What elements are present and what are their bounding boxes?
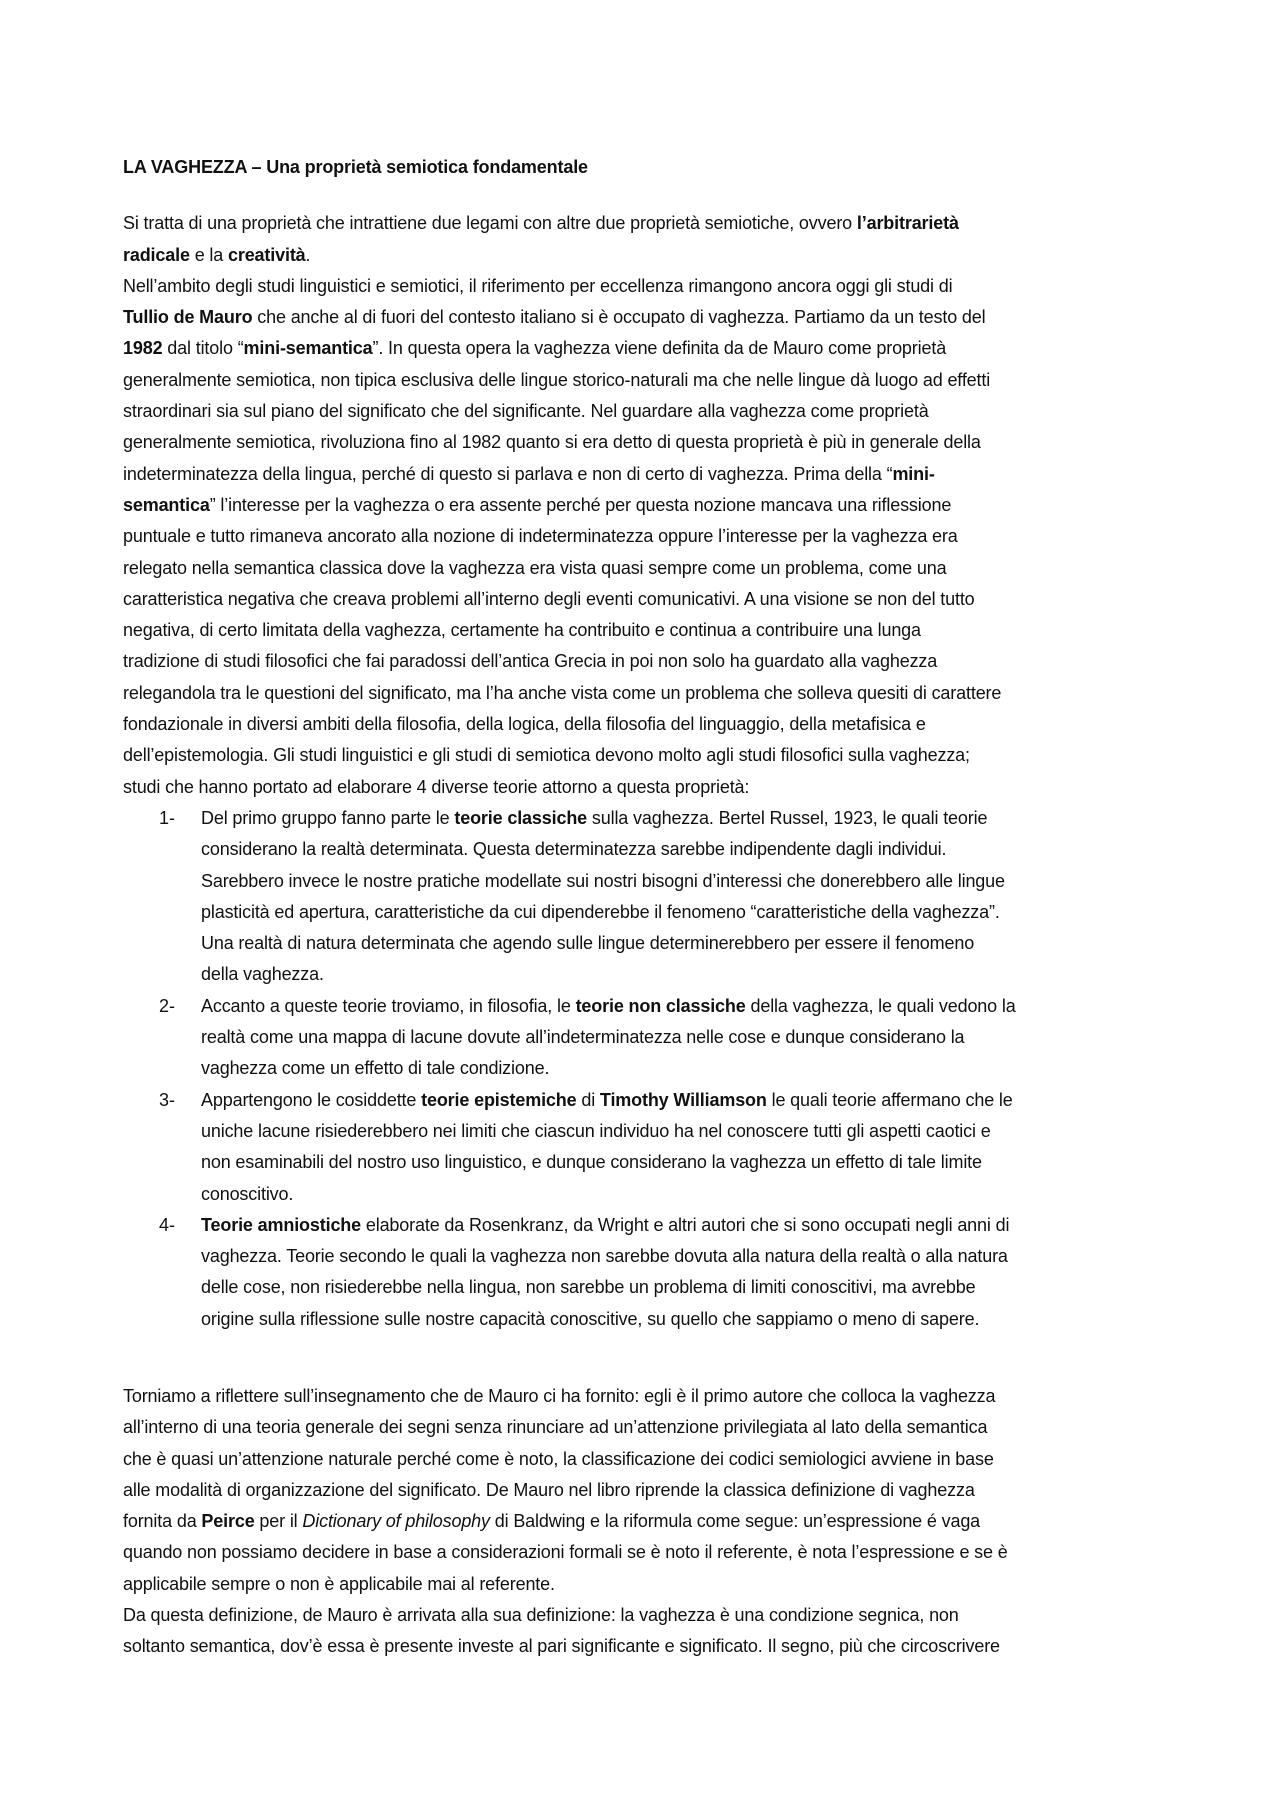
bold-text: teorie epistemiche bbox=[421, 1089, 577, 1110]
list-number: 3- bbox=[159, 1089, 176, 1110]
text-run: le quali teorie affermano che le bbox=[766, 1089, 1013, 1110]
text-run: Accanto a queste teorie troviamo, in filosofia, le bbox=[201, 995, 576, 1016]
text-run: all’interno di una teoria generale dei segni senza rinunciare ad un’attenzione privilegiata al lato della semantica bbox=[123, 1417, 988, 1438]
text-run: dell’epistemologia. Gli studi linguistici e gli studi di semiotica devono molto agli studi filosofici sulla vaghezza; bbox=[123, 745, 970, 766]
text-run: negativa, di certo limitata della vaghezza, certamente ha contribuito e continua a contribuire una lunga bbox=[123, 620, 921, 641]
text-line bbox=[201, 834, 1183, 865]
list-number: 4- bbox=[159, 1214, 176, 1235]
bold-text: Peirce bbox=[201, 1511, 255, 1532]
text-run: Nell’ambito degli studi linguistici e semiotici, il riferimento per eccellenza rimangono ancora oggi gli studi di bbox=[123, 275, 953, 296]
text-line bbox=[123, 240, 1183, 271]
text-line bbox=[201, 1272, 1183, 1303]
text-run: generalmente semiotica, non tipica esclusiva delle lingue storico-naturali ma che nelle lingue dà luogo ad effetti bbox=[123, 369, 991, 390]
text-run: Si tratta di una proprietà che intrattiene due legami con altre due proprietà semiotiche, ovvero bbox=[123, 213, 857, 234]
text-run: per il bbox=[254, 1511, 303, 1532]
text-run: Sarebbero invece le nostre pratiche modellate sui nostri bisogni d’interessi che donerebbero alle lingue bbox=[201, 870, 1005, 891]
text-line bbox=[123, 365, 1183, 396]
text-line bbox=[123, 1381, 1183, 1412]
text-run: uniche lacune risiederebbero nei limiti che ciascun individuo ha nel conoscere tutti gli aspetti caotici e bbox=[201, 1120, 991, 1141]
text-run: caratteristica negativa che creava problemi all’interno degli eventi comunicativi. A una visione se non del tutto bbox=[123, 588, 975, 609]
text-line bbox=[123, 772, 1183, 803]
list-item bbox=[123, 1210, 1183, 1335]
text-line bbox=[201, 1085, 1183, 1116]
text-line bbox=[201, 1147, 1183, 1178]
text-line bbox=[123, 1475, 1183, 1506]
text-run: relegato nella semantica classica dove la vaghezza era vista quasi sempre come un problema, come una bbox=[123, 557, 947, 578]
text-line bbox=[201, 897, 1183, 928]
text-run: Da questa definizione, de Mauro è arrivata alla sua definizione: la vaghezza è una condizione segnica, non bbox=[123, 1605, 959, 1626]
text-run: ”. In questa opera la vaghezza viene definita da de Mauro come proprietà bbox=[372, 338, 947, 359]
document-title: LA VAGHEZZA – Una proprietà semiotica fondamentale bbox=[123, 157, 588, 177]
bold-text: teorie classiche bbox=[454, 807, 588, 828]
text-run: applicabile sempre o non è applicabile mai al referente. bbox=[123, 1573, 555, 1594]
text-run: che è quasi un’attenzione naturale perché come è noto, la classificazione dei codici semiologici avviene in base bbox=[123, 1448, 994, 1469]
text-line bbox=[201, 1210, 1183, 1241]
text-line bbox=[201, 1053, 1183, 1084]
bold-text: l’arbitrarietà bbox=[856, 213, 959, 234]
text-line bbox=[123, 646, 1183, 677]
bold-text: 1982 bbox=[123, 338, 163, 359]
text-run: sulla vaghezza. Bertel Russel, 1923, le quali teorie bbox=[587, 807, 988, 828]
text-line bbox=[123, 1600, 1183, 1631]
text-line bbox=[123, 1506, 1183, 1537]
text-line bbox=[201, 1304, 1183, 1335]
text-run: indeterminatezza della lingua, perché di questo si parlava e non di certo di vaghezza. Prima della “ bbox=[123, 463, 893, 484]
text-run: fondazionale in diversi ambiti della filosofia, della logica, della filosofia del linguaggio, della metafisica e bbox=[123, 714, 926, 735]
bold-text: Teorie amniostiche bbox=[201, 1214, 362, 1235]
text-line bbox=[201, 1022, 1183, 1053]
text-run: conoscitivo. bbox=[201, 1183, 294, 1204]
text-line bbox=[201, 928, 1183, 959]
text-run: straordinari sia sul piano del significato che del significante. Nel guardare alla vaghezza come proprietà bbox=[123, 401, 929, 422]
text-run: relegandola tra le questioni del significato, ma l’ha anche vista come un problema che solleva quesiti di carattere bbox=[123, 682, 1002, 703]
text-line bbox=[201, 803, 1183, 834]
text-run: Appartengono le cosiddette bbox=[201, 1089, 422, 1110]
text-run: dal titolo “ bbox=[162, 338, 244, 359]
text-run: realtà come una mappa di lacune dovute all’indeterminatezza nelle cose e dunque considerano la bbox=[201, 1027, 965, 1048]
bold-text: mini- bbox=[892, 463, 935, 484]
text-line bbox=[123, 740, 1183, 771]
document-page bbox=[123, 152, 1183, 1663]
text-line bbox=[201, 991, 1183, 1022]
text-run: elaborate da Rosenkranz, da Wright e altri autori che si sono occupati negli anni di bbox=[361, 1214, 1010, 1235]
text-run: Una realtà di natura determinata che agendo sulle lingue determinerebbero per essere il fenomeno bbox=[201, 933, 975, 954]
bold-text: Timothy Williamson bbox=[599, 1089, 767, 1110]
text-run: considerano la realtà determinata. Questa determinatezza sarebbe indipendente dagli individui. bbox=[201, 839, 947, 860]
bold-text: radicale bbox=[123, 244, 190, 265]
text-run: puntuale e tutto rimaneva ancorato alla nozione di indeterminatezza oppure l’interesse per la vaghezza era bbox=[123, 526, 958, 547]
text-line bbox=[201, 1179, 1183, 1210]
text-run: Del primo gruppo fanno parte le bbox=[201, 807, 455, 828]
bold-text: mini-semantica bbox=[243, 338, 373, 359]
text-run: ” l’interesse per la vaghezza o era assente perché per questa nozione mancava una riflessione bbox=[209, 494, 952, 515]
text-line bbox=[123, 208, 1183, 239]
text-run: e la bbox=[189, 244, 228, 265]
text-line bbox=[123, 584, 1183, 615]
list-number: 1- bbox=[159, 807, 176, 828]
text-line bbox=[123, 521, 1183, 552]
bold-text: Tullio de Mauro bbox=[123, 307, 253, 328]
text-line bbox=[123, 1631, 1183, 1662]
list-number: 2- bbox=[159, 995, 176, 1016]
bold-text: creatività bbox=[227, 244, 306, 265]
text-run: soltanto semantica, dov’è essa è presente investe al pari significante e significato. Il segno, più che circoscrivere bbox=[123, 1636, 1000, 1657]
text-line bbox=[123, 490, 1183, 521]
text-run: plasticità ed apertura, caratteristiche da cui dipenderebbe il fenomeno “caratteristiche della vaghezza”. bbox=[201, 901, 1000, 922]
text-line bbox=[201, 1116, 1183, 1147]
list-item bbox=[123, 1085, 1183, 1210]
text-run: della vaghezza, le quali vedono la bbox=[745, 995, 1016, 1016]
bold-text: teorie non classiche bbox=[575, 995, 746, 1016]
text-run: di Baldwing e la riformula come segue: un’espressione é vaga bbox=[489, 1511, 981, 1532]
text-run: alle modalità di organizzazione del significato. De Mauro nel libro riprende la classica definizione di vaghezza bbox=[123, 1479, 975, 1500]
text-run: vaghezza. Teorie secondo le quali la vaghezza non sarebbe dovuta alla natura della realtà o alla natura bbox=[201, 1246, 1008, 1267]
text-run: delle cose, non risiederebbe nella lingua, non sarebbe un problema di limiti conoscitivi, ma avrebbe bbox=[201, 1277, 976, 1298]
text-run: vaghezza come un effetto di tale condizione. bbox=[201, 1058, 550, 1079]
text-run: di bbox=[576, 1089, 600, 1110]
text-run: origine sulla riflessione sulle nostre capacità conoscitive, su quello che sappiamo o meno di sapere. bbox=[201, 1308, 980, 1329]
text-run: generalmente semiotica, rivoluziona fino al 1982 quanto si era detto di questa proprietà è più in generale della bbox=[123, 432, 981, 453]
text-line bbox=[201, 959, 1183, 990]
text-run: . bbox=[305, 244, 311, 265]
text-line bbox=[123, 459, 1183, 490]
text-line bbox=[201, 1241, 1183, 1272]
text-run: che anche al di fuori del contesto italiano si è occupato di vaghezza. Partiamo da un testo del bbox=[252, 307, 986, 328]
text-run: della vaghezza. bbox=[201, 964, 324, 985]
text-run: Torniamo a riflettere sull’insegnamento che de Mauro ci ha fornito: egli è il primo autore che colloca la vaghezza bbox=[123, 1385, 996, 1406]
list-item bbox=[123, 991, 1183, 1085]
text-line bbox=[123, 678, 1183, 709]
text-run: quando non possiamo decidere in base a considerazioni formali se è noto il referente, è nota l’espressione e se è bbox=[123, 1542, 1008, 1563]
text-run: studi che hanno portato ad elaborare 4 diverse teorie attorno a questa proprietà: bbox=[123, 776, 750, 797]
text-line bbox=[123, 302, 1183, 333]
conclusion-paragraph bbox=[123, 1381, 1183, 1663]
bold-text: semantica bbox=[123, 494, 210, 515]
text-line bbox=[123, 427, 1183, 458]
text-line bbox=[123, 333, 1183, 364]
italic-text: Dictionary of philosophy bbox=[302, 1511, 490, 1532]
text-line bbox=[123, 615, 1183, 646]
text-line bbox=[123, 396, 1183, 427]
text-line bbox=[201, 866, 1183, 897]
list-item bbox=[123, 803, 1183, 991]
text-line bbox=[123, 271, 1183, 302]
text-line bbox=[123, 1444, 1183, 1475]
text-run: fornita da bbox=[123, 1511, 202, 1532]
text-line bbox=[123, 1569, 1183, 1600]
text-run: tradizione di studi filosofici che fai paradossi dell’antica Grecia in poi non solo ha guardato alla vaghezza bbox=[123, 651, 938, 672]
theories-list bbox=[123, 803, 1183, 1335]
intro-paragraph bbox=[123, 208, 1183, 803]
text-line bbox=[123, 1537, 1183, 1568]
text-line bbox=[123, 1412, 1183, 1443]
text-line bbox=[123, 709, 1183, 740]
text-line bbox=[123, 553, 1183, 584]
text-run: non esaminabili del nostro uso linguistico, e dunque considerano la vaghezza un effetto di tale limite bbox=[201, 1152, 982, 1173]
